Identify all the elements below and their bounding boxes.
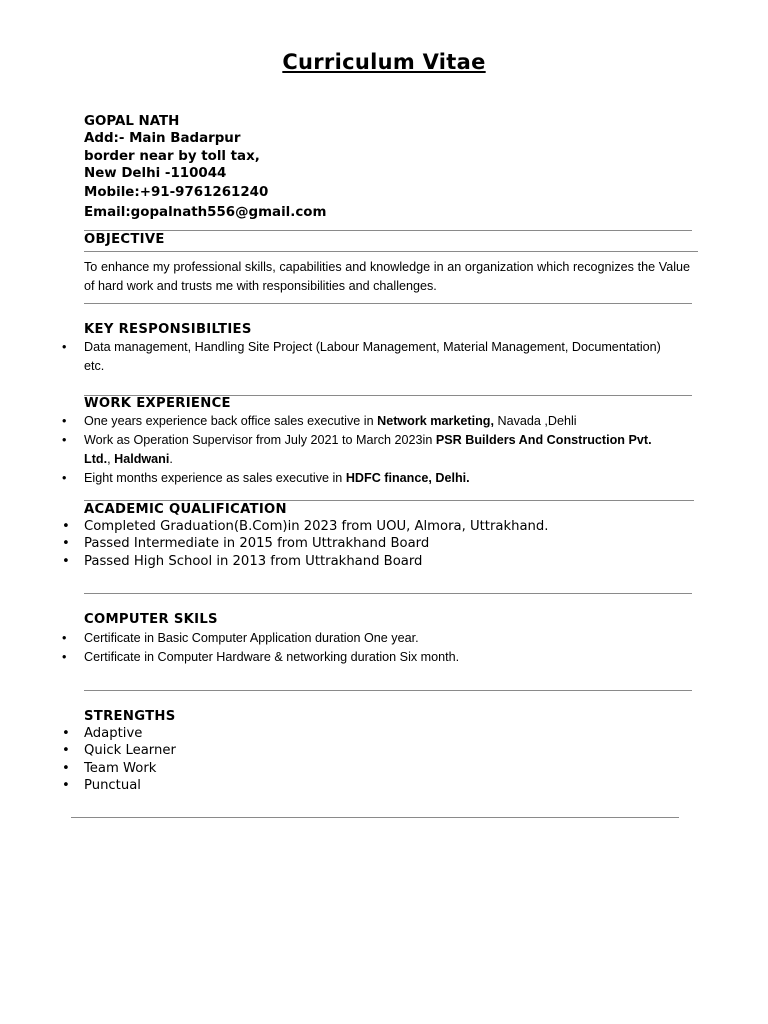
bullet-icon: • <box>62 471 67 485</box>
list-item <box>62 412 652 431</box>
work-experience-list <box>62 412 652 488</box>
bullet-icon: • <box>62 650 67 664</box>
strengths-heading: STRENGTHS <box>84 709 176 724</box>
work-item-text: Eight months experience as sales executive in <box>84 471 346 485</box>
skill-item: Certificate in Basic Computer Application duration One year. <box>84 631 419 645</box>
work-item-company: HDFC finance, Delhi. <box>345 471 470 485</box>
bullet-icon: • <box>62 631 67 645</box>
strength-item: Adaptive <box>84 726 143 741</box>
list-item <box>62 469 652 488</box>
bullet-icon: • <box>62 414 67 428</box>
address-line-3: New Delhi -110044 <box>84 166 227 181</box>
computer-skills-list <box>62 629 460 667</box>
work-item-location: Navada ,Dehli <box>493 414 577 428</box>
list-item <box>62 629 459 648</box>
work-item-location: Haldwani <box>114 452 170 466</box>
list-item <box>62 742 176 759</box>
address-line-2: border near by toll tax, <box>84 149 260 164</box>
strength-item: Quick Learner <box>84 743 176 759</box>
bullet-icon: • <box>62 536 70 552</box>
list-item <box>62 725 176 742</box>
list-item <box>62 338 661 376</box>
contact-name: GOPAL NATH <box>84 114 180 129</box>
bullet-icon: • <box>62 553 70 569</box>
key-responsibilities-heading: KEY RESPONSIBILTIES <box>84 322 252 337</box>
divider <box>84 251 698 252</box>
objective-text: To enhance my professional skills, capabilities and knowledge in an organization which recognizes the Value of hard work and trusts me with responsibilities and challenges. <box>84 260 690 293</box>
strength-item: Punctual <box>84 777 141 793</box>
divider <box>84 230 692 231</box>
list-item <box>62 760 176 777</box>
bullet-icon: • <box>62 433 67 447</box>
bullet-icon: • <box>62 760 70 776</box>
bullet-icon: • <box>62 777 70 793</box>
divider <box>84 690 692 691</box>
academic-item: Completed Graduation(B.Com)in 2023 from UOU, Almora, Uttrakhand. <box>84 519 549 534</box>
bullet-icon: • <box>62 519 70 534</box>
contact-mobile: Mobile:+91-9761261240 <box>84 185 269 200</box>
divider <box>71 817 679 818</box>
academic-item: Passed Intermediate in 2015 from Uttrakhand Board <box>84 536 430 552</box>
bullet-icon: • <box>62 340 67 354</box>
work-item-separator: , <box>107 452 115 466</box>
list-item <box>62 553 548 570</box>
list-item <box>62 535 548 552</box>
bullet-icon: • <box>62 743 70 759</box>
academic-item: Passed High School in 2013 from Uttrakhand Board <box>84 553 423 569</box>
academic-list <box>62 518 549 570</box>
divider <box>84 500 694 501</box>
work-item-period: . <box>169 452 173 466</box>
contact-email: Email:gopalnath556@gmail.com <box>84 205 327 220</box>
address-line-1: Add:- Main Badarpur <box>84 131 241 146</box>
list-item <box>62 431 652 469</box>
work-item-text: One years experience back office sales executive in <box>84 414 378 428</box>
responsibility-line-2: etc. <box>84 359 105 373</box>
divider <box>84 303 692 304</box>
computer-skills-heading: COMPUTER SKILS <box>84 612 218 627</box>
work-item-company: Network marketing, <box>377 414 494 428</box>
academic-heading: ACADEMIC QUALIFICATION <box>84 502 287 517</box>
key-responsibilities-list <box>62 338 661 376</box>
document-title: Curriculum Vitae <box>282 50 486 74</box>
list-item <box>62 518 549 535</box>
list-item <box>62 648 460 667</box>
strengths-list <box>62 725 176 794</box>
objective-heading: OBJECTIVE <box>84 232 165 247</box>
work-experience-heading: WORK EXPERIENCE <box>84 396 231 411</box>
work-item-company-suffix: Ltd. <box>84 452 108 466</box>
skill-item: Certificate in Computer Hardware & networking duration Six month. <box>84 650 460 664</box>
list-item <box>62 777 176 794</box>
work-item-company: PSR Builders And Construction Pvt. <box>435 433 652 447</box>
responsibility-line-1: Data management, Handling Site Project (Labour Management, Material Management, Documentation) <box>84 340 661 354</box>
work-item-text: Work as Operation Supervisor from July 2021 to March 2023in <box>84 433 436 447</box>
bullet-icon: • <box>62 726 70 741</box>
strength-item: Team Work <box>84 760 157 776</box>
divider <box>84 593 692 594</box>
